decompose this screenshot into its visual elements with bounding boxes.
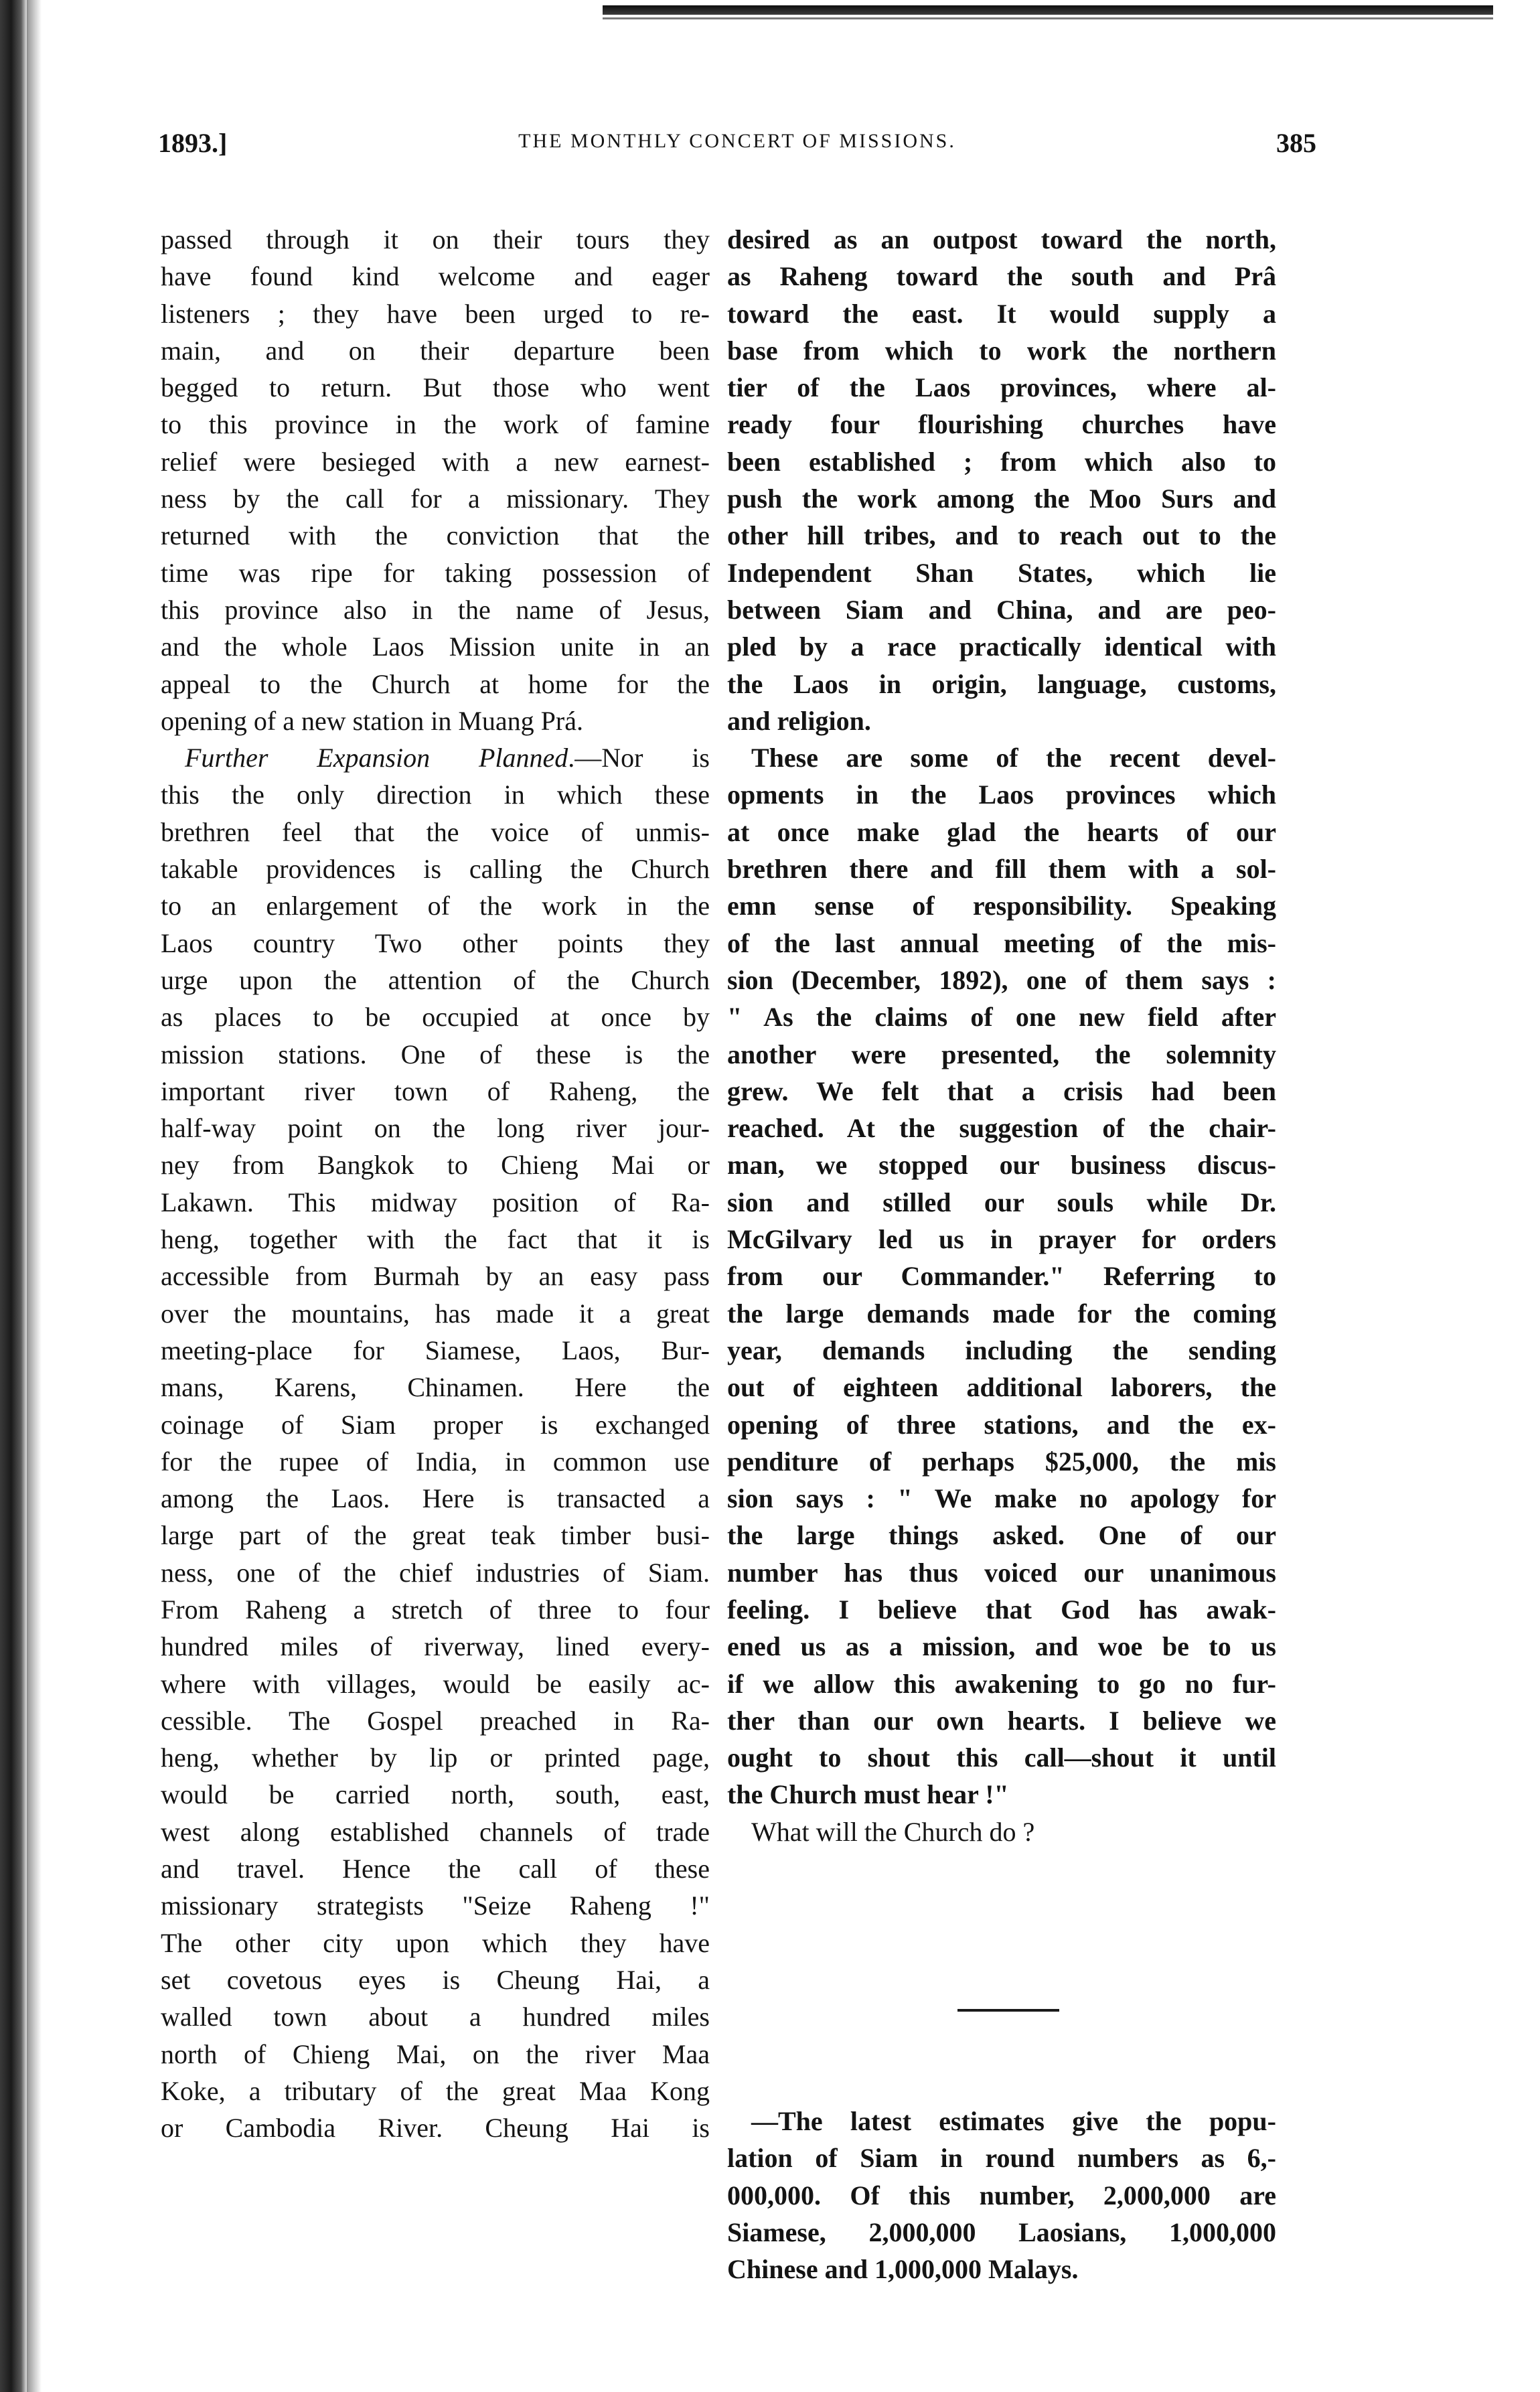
right-column [727,221,1276,1850]
text-line: the large demands made for the coming [727,1298,1276,1329]
text-line: as places to be occupied at once by [161,1002,710,1033]
text-line: to this province in the work of famine [161,409,710,440]
text-line: lation of Siam in round numbers as 6,- [727,2143,1276,2174]
text-line: brethren there and fill them with a sol- [727,854,1276,885]
text-line: set covetous eyes is Cheung Hai, a [161,1964,710,1995]
text-line: have found kind welcome and eager [161,261,710,292]
text-line: " As the claims of one new field after [727,1002,1276,1033]
text-line: as Raheng toward the south and Prâ [727,261,1276,292]
text-line: heng, together with the fact that it is [161,1224,710,1255]
text-line: Siamese, 2,000,000 Laosians, 1,000,000 [727,2217,1276,2247]
text-line: ney from Bangkok to Chieng Mai or [161,1150,710,1181]
right-paragraph-3 [727,1813,1276,1850]
text-line: and religion. [727,705,871,736]
text-line: returned with the conviction that the [161,520,710,551]
header-year: 1893.] [158,128,228,158]
text-line: base from which to work the northern [727,335,1276,366]
text-line: relief were besieged with a new earnest- [161,446,710,477]
text-line: over the mountains, has made it a great [161,1298,710,1329]
text-line: meeting-place for Siamese, Laos, Bur- [161,1335,710,1365]
text-line: ened us as a mission, and woe be to us [727,1631,1276,1662]
header-title: THE MONTHLY CONCERT OF MISSIONS. [518,130,956,152]
text-line: man, we stopped our business discus- [727,1150,1276,1181]
text-line: McGilvary led us in prayer for orders [727,1224,1276,1255]
text-line: time was ripe for taking possession of [161,557,710,588]
text-line: from our Commander." Referring to [727,1261,1276,1292]
text-line: opening of a new station in Muang Prá. [161,705,583,736]
text-line: Independent Shan States, which lie [727,557,1276,588]
text-line: hundred miles of riverway, lined every- [161,1631,710,1662]
run-in-line [161,739,710,776]
binding-edge [0,0,28,2392]
text-line: brethren feel that the voice of unmis- [161,816,710,847]
text-line: appeal to the Church at home for the [161,668,710,699]
text-line: or Cambodia River. Cheung Hai is [161,2113,710,2144]
text-line: and travel. Hence the call of these [161,1854,710,1884]
text-line: What will the Church do ? [751,1816,1035,1847]
top-rule [603,5,1493,15]
text-line: desired as an outpost toward the north, [727,224,1276,254]
text-line: this the only direction in which these [161,779,710,810]
text-line: where with villages, would be easily ac- [161,1668,710,1699]
text-line: pled by a race practically identical with [727,631,1276,662]
section-divider [957,2009,1059,2012]
text-line: and the whole Laos Mission unite in an [161,631,710,662]
text-line: mans, Karens, Chinamen. Here the [161,1372,710,1403]
text-line: takable providences is calling the Church [161,854,710,885]
text-line: for the rupee of India, in common use [161,1446,710,1477]
text-line: emn sense of responsibility. Speaking [727,891,1276,921]
text-line: between Siam and China, and are peo- [727,594,1276,625]
text-line: heng, whether by lip or printed page, [161,1742,710,1773]
top-rule-thin [603,17,1493,19]
right-paragraph-2 [727,739,1276,1813]
text-line: urge upon the attention of the Church [161,964,710,995]
running-header [158,127,1316,167]
text-line: accessible from Burmah by an easy pass [161,1261,710,1292]
text-line: ready four flourishing churches have [727,409,1276,440]
text-line: begged to return. But those who went [161,372,710,403]
population-note [727,2103,1276,2288]
text-line: ness, one of the chief industries of Siam. [161,1557,710,1588]
page-number: 385 [1276,128,1316,158]
text-line: The other city upon which they have [161,1927,710,1958]
text-line: important river town of Raheng, the [161,1075,710,1106]
text-line: large part of the great teak timber busi- [161,1520,710,1551]
text-line: the large things asked. One of our [727,1520,1276,1551]
text-line: opening of three stations, and the ex- [727,1409,1276,1440]
text-line: sion and stilled our souls while Dr. [727,1187,1276,1217]
text-line: missionary strategists "Seize Raheng !" [161,1890,710,1921]
text-line: at once make glad the hearts of our [727,816,1276,847]
text-line: if we allow this awakening to go no fur- [727,1668,1276,1699]
text-line: other hill tribes, and to reach out to the [727,520,1276,551]
right-paragraph-1 [727,221,1276,739]
text-line: half-way point on the long river jour- [161,1113,710,1144]
text-line: out of eighteen additional laborers, the [727,1372,1276,1403]
text-line: north of Chieng Mai, on the river Maa [161,2038,710,2069]
text-line: ness by the call for a missionary. They [161,483,710,514]
text-line: opments in the Laos provinces which [727,779,1276,810]
text-line: Chinese and 1,000,000 Malays. [727,2254,1079,2285]
text-line: another were presented, the solemnity [727,1039,1276,1069]
run-in-heading: Further Expansion Planned [185,743,568,773]
text-line: passed through it on their tours they [161,224,710,254]
binding-shadow [27,0,42,2392]
text-line: listeners ; they have been urged to re- [161,298,710,329]
text-line: These are some of the recent devel- [751,743,1276,773]
text-line: coinage of Siam proper is exchanged [161,1409,710,1440]
text-line: mission stations. One of these is the [161,1039,710,1069]
text-line: penditure of perhaps $25,000, the mis [727,1446,1276,1477]
text-line: grew. We felt that a crisis had been [727,1075,1276,1106]
text-line: walled town about a hundred miles [161,2002,710,2032]
left-column [161,221,710,2146]
text-line: would be carried north, south, east, [161,1779,710,1810]
text-line: west along established channels of trade [161,1816,710,1847]
text-line: ther than our own hearts. I believe we [727,1705,1276,1736]
text-line: Laos country Two other points they [161,927,710,958]
text-line: to an enlargement of the work in the [161,891,710,921]
text-line: toward the east. It would supply a [727,298,1276,329]
text-line: sion (December, 1892), one of them says : [727,964,1276,995]
text-line: year, demands including the sending [727,1335,1276,1365]
text-line: the Laos in origin, language, customs, [727,668,1276,699]
run-in-continuation: .—Nor is [568,743,710,773]
text-line: among the Laos. Here is transacted a [161,1483,710,1514]
text-line: number has thus voiced our unanimous [727,1557,1276,1588]
text-line: the Church must hear !" [727,1779,1009,1810]
text-line: main, and on their departure been [161,335,710,366]
left-paragraph-2 [161,739,710,2146]
text-line: this province also in the name of Jesus, [161,594,710,625]
text-line: push the work among the Moo Surs and [727,483,1276,514]
text-line: reached. At the suggestion of the chair- [727,1113,1276,1144]
text-line: Lakawn. This midway position of Ra- [161,1187,710,1217]
text-line: feeling. I believe that God has awak- [727,1594,1276,1625]
text-line: Koke, a tributary of the great Maa Kong [161,2075,710,2106]
text-line: been established ; from which also to [727,446,1276,477]
text-line: 000,000. Of this number, 2,000,000 are [727,2180,1276,2211]
text-line: cessible. The Gospel preached in Ra- [161,1705,710,1736]
text-line: From Raheng a stretch of three to four [161,1594,710,1625]
text-line: sion says : " We make no apology for [727,1483,1276,1514]
text-line: —The latest estimates give the popu- [751,2106,1276,2136]
text-line: of the last annual meeting of the mis- [727,927,1276,958]
text-line: ought to shout this call—shout it until [727,1742,1276,1773]
left-paragraph-1 [161,221,710,739]
text-line: tier of the Laos provinces, where al- [727,372,1276,403]
